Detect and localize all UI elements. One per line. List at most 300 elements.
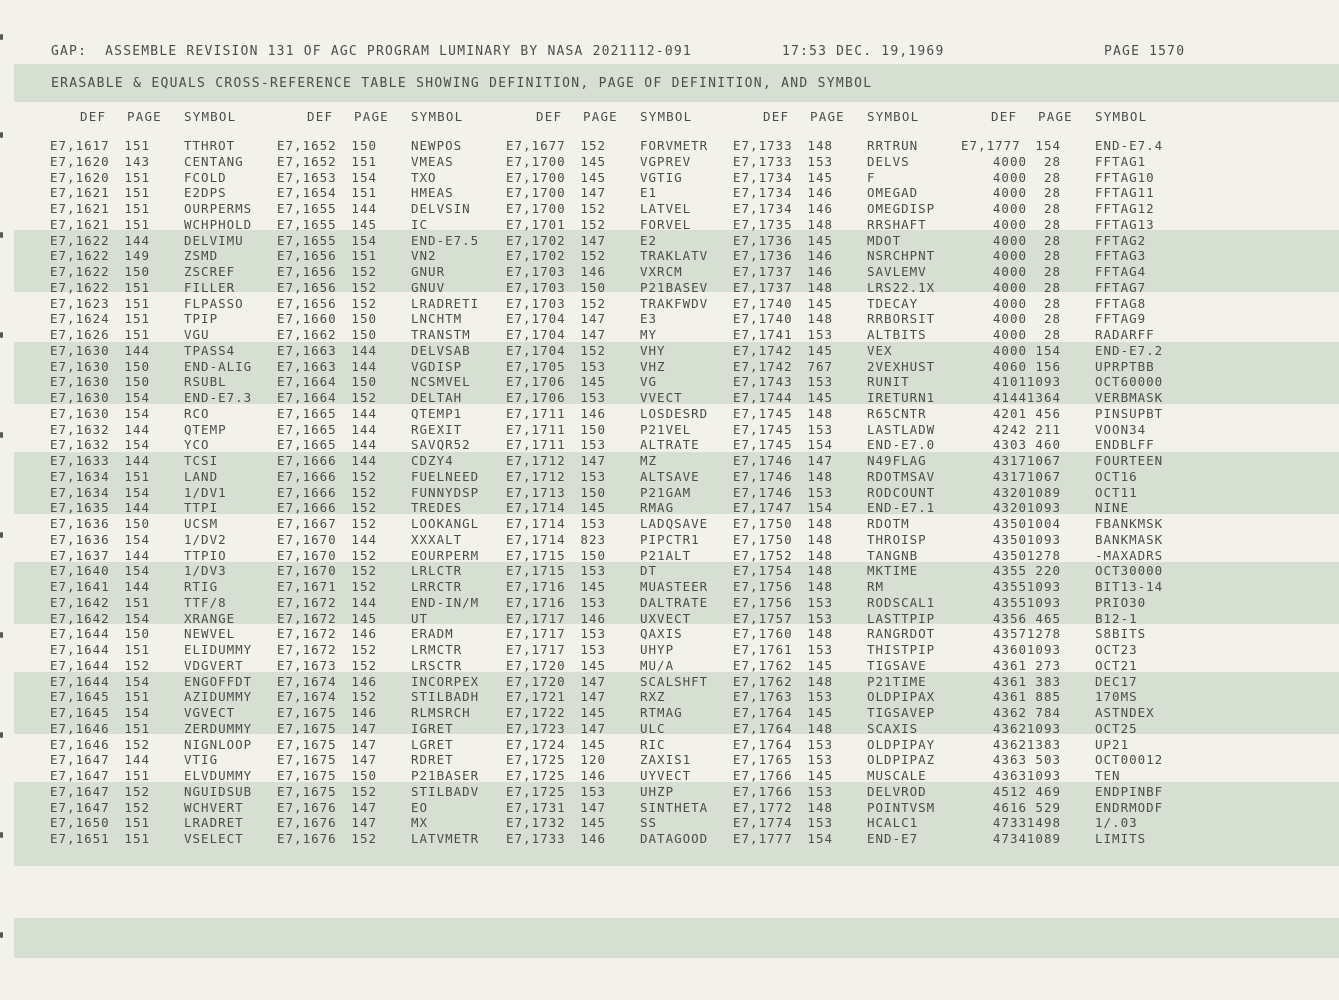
symbol-cell: STILBADV [411, 783, 480, 799]
def-cell: E7,1716 [506, 579, 566, 594]
page-cell: 151 [124, 468, 150, 484]
def-cell: E7,1740 [733, 295, 793, 311]
def-cell: E7,1725 [506, 752, 566, 768]
page-cell: 153 [580, 783, 606, 799]
symbol-cell: LRMCTR [411, 642, 463, 657]
page-cell: 151 [124, 311, 150, 327]
page-cell: 152 [580, 295, 606, 311]
page-cell: 144 [351, 531, 377, 547]
symbol-cell: FFTAG2 [1095, 232, 1147, 248]
page-cell: 154 [124, 484, 150, 500]
symbol-cell: RODCOUNT [867, 484, 936, 500]
def-cell: 4355 [992, 579, 1027, 594]
def-cell: E7,1630 [50, 405, 110, 421]
symbol-cell: MU/A [640, 657, 675, 673]
symbol-cell: LOOKANGL [411, 516, 480, 531]
def-cell: E7,1617 [50, 138, 110, 153]
symbol-cell: DELVSAB [411, 342, 471, 358]
page-cell: 150 [124, 626, 150, 642]
tractor-hole-mark [0, 832, 3, 838]
page-cell: 151 [124, 689, 150, 705]
def-cell: 4000 [992, 295, 1027, 311]
symbol-cell: VOON34 [1095, 421, 1147, 437]
symbol-cell: END-IN/M [411, 594, 480, 610]
page-cell: 28 [1043, 201, 1061, 216]
def-cell: E7,1700 [506, 185, 566, 201]
page-cell: 147 [580, 185, 606, 201]
symbol-cell: TREDES [411, 500, 463, 516]
page-cell: 145 [807, 768, 833, 783]
symbol-cell: XRANGE [184, 610, 236, 626]
def-cell: E7,1777 [961, 138, 1021, 153]
symbol-cell: FOURTEEN [1095, 453, 1164, 468]
def-cell: E7,1760 [733, 626, 793, 642]
def-cell: E7,1722 [506, 705, 566, 720]
page-cell: 152 [124, 736, 150, 752]
def-cell: E7,1622 [50, 279, 110, 295]
symbol-cell: E2 [640, 232, 658, 248]
symbol-cell: IRETURN1 [867, 390, 936, 405]
page-cell: 145 [807, 657, 833, 673]
symbol-cell: ASTNDEX [1095, 705, 1155, 720]
symbol-cell: -MAXADRS [1095, 547, 1164, 563]
program-header: GAP: ASSEMBLE REVISION 131 OF AGC PROGRAM LUMINARY BY NASA 2021112-091 [51, 44, 692, 59]
def-cell: E7,1725 [506, 783, 566, 799]
page-cell: 148 [807, 626, 833, 642]
def-cell: E7,1702 [506, 232, 566, 248]
page-cell: 153 [807, 815, 833, 831]
symbol-cell: FFTAG1 [1095, 153, 1147, 169]
page-cell: 151 [124, 216, 150, 232]
page-cell: 152 [351, 642, 377, 657]
symbol-cell: RRSHAFT [867, 216, 927, 232]
def-cell: E7,1672 [277, 626, 337, 642]
symbol-cell: DELTAH [411, 390, 463, 405]
symbol-cell: NEWVEL [184, 626, 236, 642]
symbol-cell: PINSUPBT [1095, 405, 1164, 421]
def-cell: E7,1654 [277, 185, 337, 201]
symbol-cell: MUSCALE [867, 768, 927, 783]
page-cell: 28 [1043, 185, 1061, 201]
page-cell: 151 [351, 153, 377, 169]
def-cell: E7,1660 [277, 311, 337, 327]
def-cell: 4000 [992, 311, 1027, 327]
def-cell: E7,1737 [733, 279, 793, 295]
page-cell: 28 [1043, 248, 1061, 264]
def-cell: E7,1746 [733, 468, 793, 484]
def-cell: E7,1721 [506, 689, 566, 705]
tractor-hole-mark [0, 632, 3, 638]
def-cell: E7,1633 [50, 453, 110, 468]
def-cell: E7,1640 [50, 563, 110, 579]
page-cell: 147 [580, 720, 606, 736]
page-cell: 151 [124, 768, 150, 783]
page-cell: 147 [580, 689, 606, 705]
symbol-cell: XXXALT [411, 531, 463, 547]
page-cell: 150 [351, 327, 377, 342]
symbol-cell: LADQSAVE [640, 516, 709, 531]
page-cell: 153 [807, 327, 833, 342]
def-cell: E7,1655 [277, 216, 337, 232]
symbol-cell: LGRET [411, 736, 454, 752]
page-cell: 148 [807, 720, 833, 736]
page-cell: 151 [124, 642, 150, 657]
symbol-cell: UYVECT [640, 768, 692, 783]
def-cell: 4000 [992, 248, 1027, 264]
symbol-cell: FLPASSO [184, 295, 244, 311]
symbol-cell: FFTAG9 [1095, 311, 1147, 327]
page-cell: 147 [351, 736, 377, 752]
page-cell: 150 [580, 279, 606, 295]
symbol-cell: END-E7 [867, 831, 919, 846]
page-cell: 152 [351, 279, 377, 295]
symbol-cell: FORVMETR [640, 138, 709, 153]
def-cell: E7,1766 [733, 783, 793, 799]
def-cell: E7,1641 [50, 579, 110, 594]
symbol-cell: RANGRDOT [867, 626, 936, 642]
symbol-cell: END-E7.4 [1095, 138, 1164, 153]
def-cell: E7,1624 [50, 311, 110, 327]
def-cell: E7,1745 [733, 405, 793, 421]
page-cell: 149 [124, 248, 150, 264]
page-cell: 153 [580, 468, 606, 484]
symbol-cell: ULC [640, 720, 666, 736]
symbol-cell: TTF/8 [184, 594, 227, 610]
def-cell: E7,1734 [733, 169, 793, 185]
def-cell: E7,1761 [733, 642, 793, 657]
page-cell: 150 [351, 768, 377, 783]
symbol-cell: FFTAG13 [1095, 216, 1155, 232]
symbol-cell: P21TIME [867, 673, 927, 689]
page-cell: 148 [807, 516, 833, 531]
table-title: ERASABLE & EQUALS CROSS-REFERENCE TABLE SHOWING DEFINITION, PAGE OF DEFINITION, AND SYMBOL [51, 76, 873, 91]
def-cell: E7,1714 [506, 516, 566, 531]
symbol-cell: TRAKLATV [640, 248, 709, 264]
page-cell: 1093 [1026, 374, 1061, 390]
symbol-cell: TTPIO [184, 547, 227, 563]
symbol-cell: LRS22.1X [867, 279, 936, 295]
page-cell: 154 [351, 232, 377, 248]
page-cell: 1383 [1026, 736, 1061, 752]
symbol-cell: RLMSRCH [411, 705, 471, 720]
page-cell: 153 [580, 642, 606, 657]
page-cell: 153 [580, 626, 606, 642]
def-cell: 4356 [992, 610, 1027, 626]
def-cell: E7,1662 [277, 327, 337, 342]
def-cell: E7,1764 [733, 736, 793, 752]
symbol-cell: E3 [640, 311, 658, 327]
def-cell: 4357 [992, 626, 1027, 642]
page-cell: 145 [580, 736, 606, 752]
page-cell: 28 [1043, 153, 1061, 169]
def-cell: 4320 [992, 484, 1027, 500]
def-cell: E7,1647 [50, 768, 110, 783]
symbol-cell: TANGNB [867, 547, 919, 563]
def-cell: E7,1711 [506, 421, 566, 437]
symbol-cell: GNUR [411, 264, 446, 279]
page-cell: 145 [580, 169, 606, 185]
page-cell: 152 [351, 390, 377, 405]
symbol-cell: VGPREV [640, 153, 692, 169]
symbol-cell: CENTANG [184, 153, 244, 169]
symbol-cell: THISTPIP [867, 642, 936, 657]
symbol-cell: FCOLD [184, 169, 227, 185]
def-cell: E7,1764 [733, 705, 793, 720]
def-cell: E7,1750 [733, 516, 793, 531]
symbol-cell: TEN [1095, 768, 1121, 783]
symbol-cell: E1 [640, 185, 658, 201]
tractor-hole-mark [0, 34, 3, 40]
col-header-symbol: SYMBOL [867, 109, 920, 124]
symbol-cell: EO [411, 799, 429, 815]
symbol-cell: TDECAY [867, 295, 919, 311]
tractor-hole-mark [0, 932, 3, 938]
def-cell: 4360 [992, 642, 1027, 657]
def-cell: E7,1765 [733, 752, 793, 768]
page-cell: 147 [351, 720, 377, 736]
page-cell: 152 [351, 547, 377, 563]
symbol-cell: DELVSIN [411, 201, 471, 216]
def-cell: E7,1737 [733, 264, 793, 279]
page-cell: 823 [580, 531, 606, 547]
def-cell: E7,1750 [733, 531, 793, 547]
page-cell: 145 [807, 342, 833, 358]
def-cell: E7,1716 [506, 594, 566, 610]
def-cell: E7,1636 [50, 516, 110, 531]
symbol-cell: DALTRATE [640, 594, 709, 610]
symbol-cell: LRLCTR [411, 563, 463, 579]
def-cell: 4362 [992, 705, 1027, 720]
symbol-cell: LATVEL [640, 201, 692, 216]
page-cell: 784 [1035, 705, 1061, 720]
symbol-cell: DEC17 [1095, 673, 1138, 689]
symbol-cell: SCAXIS [867, 720, 919, 736]
symbol-cell: OURPERMS [184, 201, 253, 216]
symbol-cell: DELVROD [867, 783, 927, 799]
symbol-cell: VXRCM [640, 264, 683, 279]
symbol-cell: PRIO30 [1095, 594, 1147, 610]
def-cell: E7,1645 [50, 705, 110, 720]
symbol-cell: RMAG [640, 500, 675, 516]
def-cell: E7,1706 [506, 374, 566, 390]
def-cell: E7,1644 [50, 642, 110, 657]
symbol-cell: END-E7.5 [411, 232, 480, 248]
symbol-cell: TRAKFWDV [640, 295, 709, 311]
def-cell: E7,1763 [733, 689, 793, 705]
symbol-cell: DELVIMU [184, 232, 244, 248]
page-cell: 152 [124, 799, 150, 815]
symbol-cell: RCO [184, 405, 210, 421]
def-cell: 4000 [992, 169, 1027, 185]
page-cell: 152 [351, 264, 377, 279]
col-header-def: DEF [991, 109, 1018, 124]
def-cell: E7,1720 [506, 673, 566, 689]
symbol-cell: QAXIS [640, 626, 683, 642]
def-cell: 4363 [992, 752, 1027, 768]
page-cell: 154 [124, 563, 150, 579]
def-cell: E7,1746 [733, 453, 793, 468]
symbol-cell: IGRET [411, 720, 454, 736]
symbol-cell: FILLER [184, 279, 236, 295]
def-cell: E7,1647 [50, 799, 110, 815]
symbol-cell: RTIG [184, 579, 219, 594]
page-cell: 148 [807, 468, 833, 484]
symbol-cell: OCT00012 [1095, 752, 1164, 768]
def-cell: E7,1672 [277, 594, 337, 610]
def-cell: E7,1673 [277, 657, 337, 673]
symbol-cell: HMEAS [411, 185, 454, 201]
page-cell: 1093 [1026, 768, 1061, 783]
def-cell: E7,1762 [733, 673, 793, 689]
def-cell: E7,1712 [506, 468, 566, 484]
page-cell: 144 [351, 594, 377, 610]
def-cell: E7,1652 [277, 138, 337, 153]
page-cell: 150 [124, 374, 150, 390]
symbol-cell: END-E7.2 [1095, 342, 1164, 358]
page-cell: 153 [807, 594, 833, 610]
page-cell: 1093 [1026, 531, 1061, 547]
symbol-cell: FFTAG8 [1095, 295, 1147, 311]
symbol-cell: LATVMETR [411, 831, 480, 846]
symbol-cell: GNUV [411, 279, 446, 295]
page-cell: 152 [351, 579, 377, 594]
symbol-cell: LASTTPIP [867, 610, 936, 626]
symbol-cell: UPRPTBB [1095, 358, 1155, 374]
symbol-cell: VERBMASK [1095, 390, 1164, 405]
page-cell: 28 [1043, 311, 1061, 327]
def-cell: E7,1630 [50, 342, 110, 358]
page-cell: 152 [351, 831, 377, 846]
page-cell: 151 [124, 279, 150, 295]
symbol-cell: S8BITS [1095, 626, 1147, 642]
def-cell: E7,1762 [733, 657, 793, 673]
page-cell: 383 [1035, 673, 1061, 689]
def-cell: 4000 [992, 342, 1027, 358]
page-cell: 153 [807, 736, 833, 752]
def-cell: E7,1702 [506, 248, 566, 264]
def-cell: E7,1622 [50, 232, 110, 248]
def-cell: E7,1637 [50, 547, 110, 563]
page-cell: 28 [1043, 232, 1061, 248]
def-cell: E7,1705 [506, 358, 566, 374]
symbol-cell: UT [411, 610, 429, 626]
page-cell: 152 [351, 657, 377, 673]
def-cell: E7,1635 [50, 500, 110, 516]
symbol-cell: FFTAG11 [1095, 185, 1155, 201]
page-cell: 151 [124, 295, 150, 311]
page-cell: 152 [351, 295, 377, 311]
def-cell: E7,1647 [50, 783, 110, 799]
symbol-cell: ENDPINBF [1095, 783, 1164, 799]
page-cell: 273 [1035, 657, 1061, 673]
page-cell: 151 [351, 248, 377, 264]
page-cell: 120 [580, 752, 606, 768]
symbol-cell: POINTVSM [867, 799, 936, 815]
symbol-cell: NINE [1095, 500, 1130, 516]
page-cell: 148 [807, 799, 833, 815]
page-cell: 1498 [1026, 815, 1061, 831]
page-cell: 148 [807, 216, 833, 232]
symbol-cell: NGUIDSUB [184, 783, 253, 799]
symbol-cell: RADARFF [1095, 327, 1155, 342]
def-cell: E7,1644 [50, 657, 110, 673]
col-header-page: PAGE [810, 109, 845, 124]
symbol-cell: LAND [184, 468, 219, 484]
page-cell: 154 [807, 500, 833, 516]
page-cell: 153 [807, 421, 833, 437]
def-cell: 4734 [992, 831, 1027, 846]
page-cell: 151 [124, 201, 150, 216]
page-cell: 146 [807, 201, 833, 216]
tractor-hole-mark [0, 732, 3, 738]
symbol-cell: IC [411, 216, 429, 232]
def-cell: E7,1670 [277, 531, 337, 547]
page-cell: 146 [351, 705, 377, 720]
symbol-cell: SINTHETA [640, 799, 709, 815]
def-cell: E7,1656 [277, 264, 337, 279]
def-cell: E7,1711 [506, 405, 566, 421]
def-cell: E7,1717 [506, 642, 566, 657]
page-cell: 144 [124, 500, 150, 516]
page-cell: 152 [580, 342, 606, 358]
def-cell: E7,1675 [277, 705, 337, 720]
page-cell: 153 [807, 642, 833, 657]
def-cell: E7,1653 [277, 169, 337, 185]
def-cell: E7,1620 [50, 153, 110, 169]
def-cell: E7,1675 [277, 720, 337, 736]
page-cell: 148 [807, 531, 833, 547]
col-header-symbol: SYMBOL [184, 109, 237, 124]
def-cell: E7,1623 [50, 295, 110, 311]
symbol-cell: TIGSAVEP [867, 705, 936, 720]
def-cell: E7,1656 [277, 248, 337, 264]
def-cell: E7,1675 [277, 768, 337, 783]
symbol-cell: ELVDUMMY [184, 768, 253, 783]
symbol-cell: ZAXIS1 [640, 752, 692, 768]
page-cell: 144 [124, 421, 150, 437]
symbol-cell: 1/DV3 [184, 563, 227, 579]
symbol-cell: FORVEL [640, 216, 692, 232]
def-cell: 4000 [992, 153, 1027, 169]
page-cell: 151 [124, 720, 150, 736]
symbol-cell: RM [867, 579, 885, 594]
page-cell: 152 [351, 689, 377, 705]
page-cell: 153 [580, 437, 606, 453]
def-cell: 4000 [992, 264, 1027, 279]
symbol-cell: AZIDUMMY [184, 689, 253, 705]
page-cell: 148 [807, 547, 833, 563]
symbol-cell: E2DPS [184, 185, 227, 201]
page-cell: 152 [124, 657, 150, 673]
page-cell: 28 [1043, 216, 1061, 232]
def-cell: E7,1714 [506, 500, 566, 516]
page-cell: 152 [351, 500, 377, 516]
def-cell: E7,1667 [277, 516, 337, 531]
col-header-symbol: SYMBOL [1095, 109, 1148, 124]
def-cell: E7,1732 [506, 815, 566, 831]
page-cell: 144 [124, 232, 150, 248]
page-cell: 152 [351, 484, 377, 500]
def-cell: E7,1677 [506, 138, 566, 153]
def-cell: E7,1634 [50, 484, 110, 500]
tractor-hole-mark [0, 232, 3, 238]
def-cell: E7,1703 [506, 264, 566, 279]
symbol-cell: VGVECT [184, 705, 236, 720]
page-cell: 154 [807, 831, 833, 846]
symbol-cell: HCALC1 [867, 815, 919, 831]
def-cell: E7,1674 [277, 689, 337, 705]
def-cell: E7,1646 [50, 736, 110, 752]
